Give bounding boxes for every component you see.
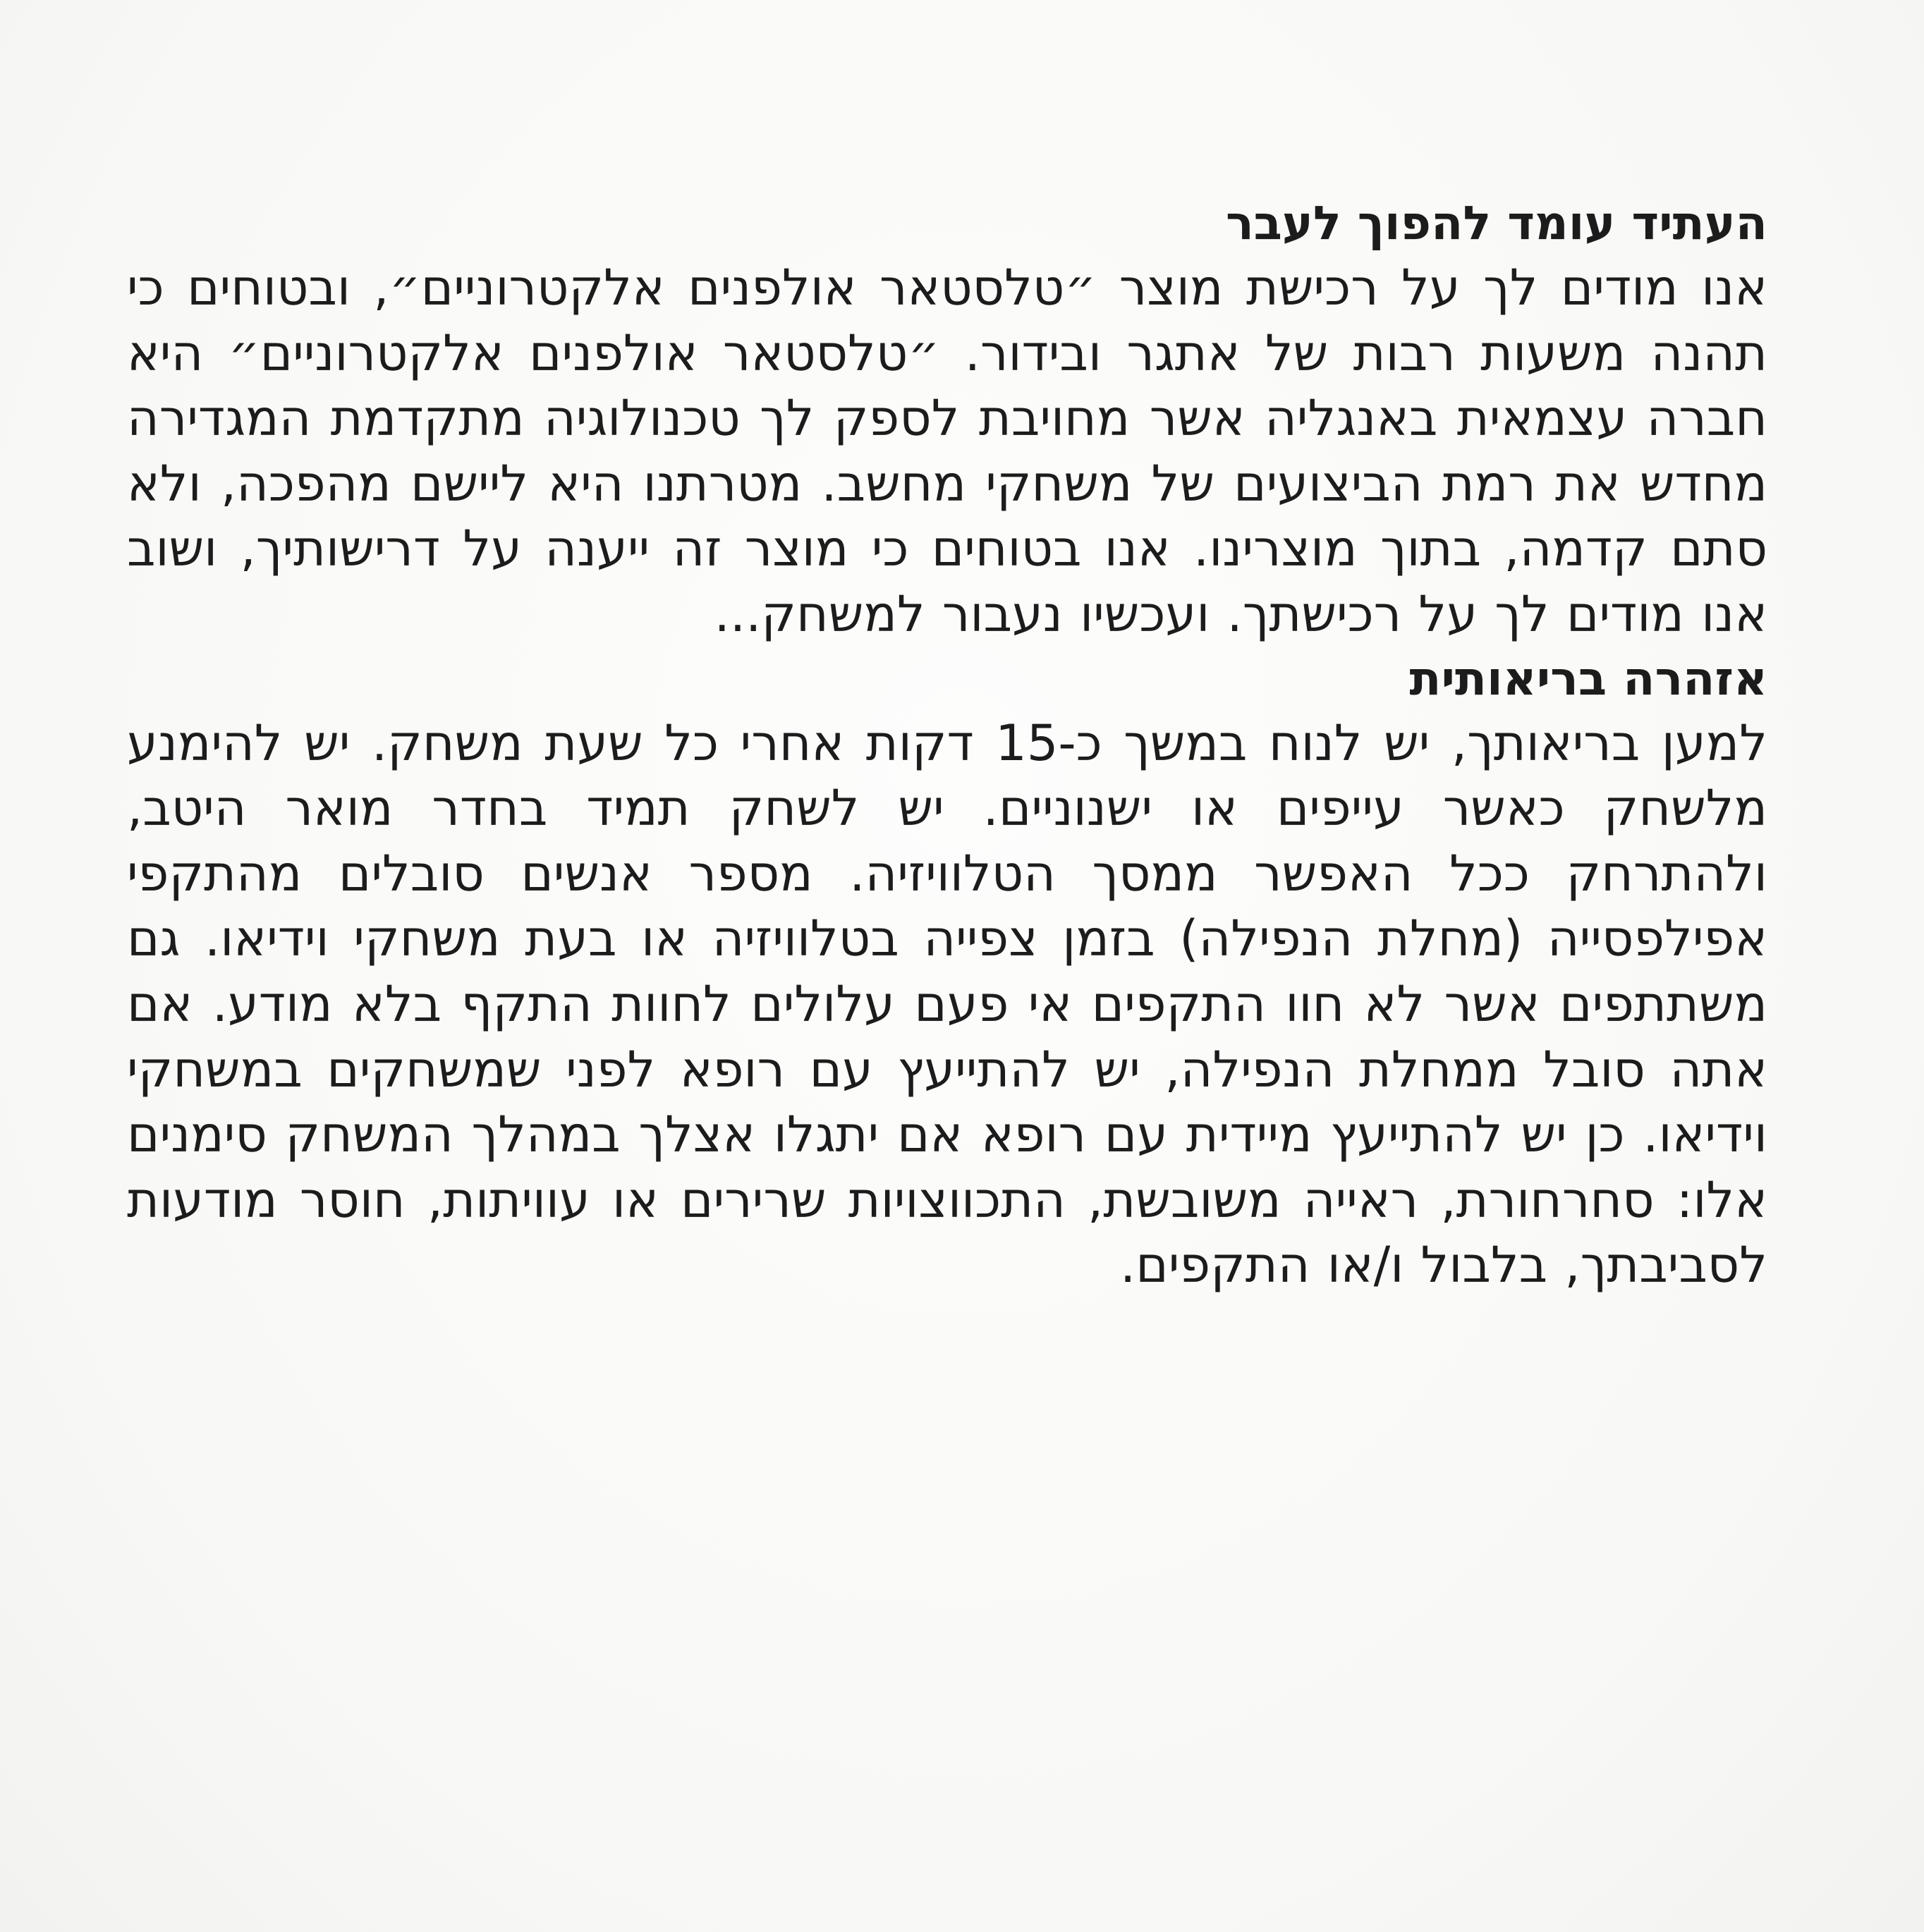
section-heading-future: העתיד עומד להפוך לעבר <box>1225 196 1767 250</box>
paragraph-thank-you: אנו מודים לך על רכישת מוצר ״טלסטאר אולפנים אלקטרוניים״, ובטוחים כי תהנה משעות רבות של אתגר ובידור. ״טלסטאר אולפנים אלקטרוניים״ היא חברה עצמאית באנגליה אשר מחויבת לספק לך טכנולוגיה מתקדמת המגדירה מחדש את רמת הביצועים של משחקי מחשב. מטרתנו היא ליישם מהפכה, ולא סתם קדמה, בתוך מוצרינו. אנו בטוחים כי מוצר זה ייענה על דרישותיך, ושוב אנו מודים לך על רכישתך. ועכשיו נעבור למשחק... <box>127 259 1767 643</box>
text-block <box>127 192 1767 1298</box>
paragraph-health-warning: למען בריאותך, יש לנוח במשך כ-15 דקות אחרי כל שעת משחק. יש להימנע מלשחק כאשר עייפים או ישנוניים. יש לשחק תמיד בחדר מואר היטב, ולהתרחק ככל האפשר ממסך הטלוויזיה. מספר אנשים סובלים מהתקפי אפילפסייה (מחלת הנפילה) בזמן צפייה בטלוויזיה או בעת משחקי וידיאו. גם משתתפים אשר לא חוו התקפים אי פעם עלולים לחוות התקף בלא מודע. אם אתה סובל ממחלת הנפילה, יש להתייעץ עם רופא לפני שמשחקים במשחקי וידיאו. כן יש להתייעץ מיידית עם רופא אם יתגלו אצלך במהלך המשחק סימנים אלו: סחרחורת, ראייה משובשת, התכווצויות שרירים או עוויתות, חוסר מודעות לסביבתך, בלבול ו/או התקפים. <box>127 714 1767 1295</box>
section-heading-health-warning: אזהרה בריאותית <box>1409 651 1767 706</box>
